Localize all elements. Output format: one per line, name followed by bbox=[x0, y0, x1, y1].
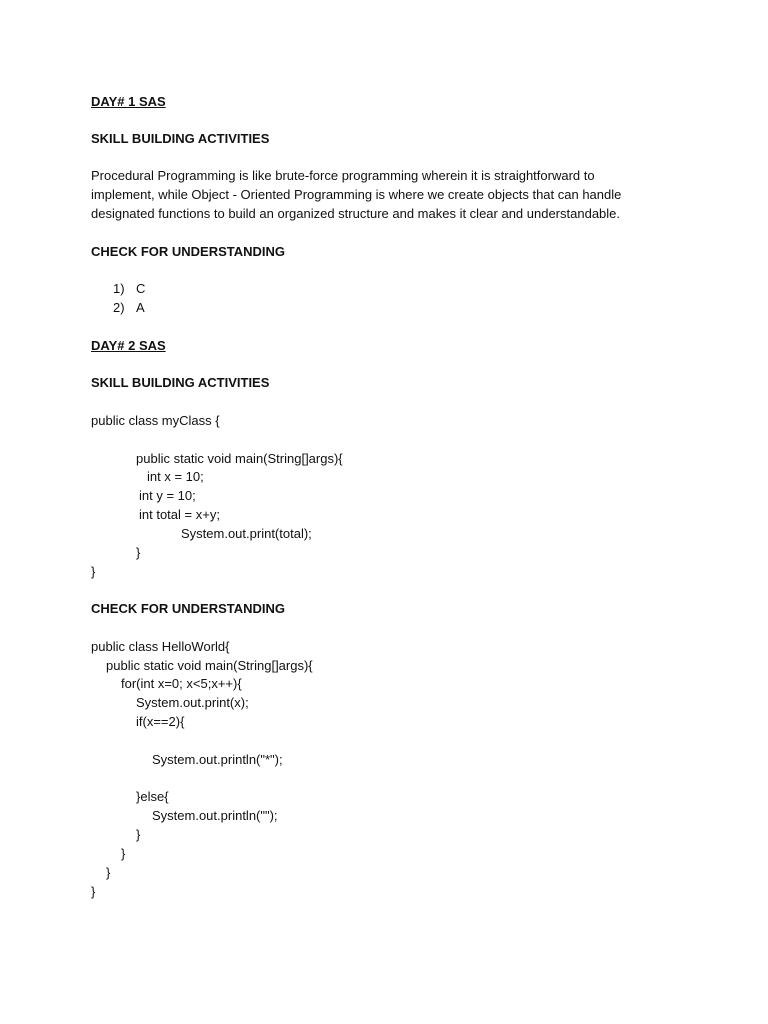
day2-title: DAY# 2 SAS bbox=[91, 338, 166, 353]
day1-paragraph-line: implement, while Object - Oriented Programming is where we create objects that can handle bbox=[91, 187, 622, 202]
code-line: }else{ bbox=[136, 789, 169, 804]
code-line: public class myClass { bbox=[91, 413, 220, 428]
answer-value: C bbox=[136, 281, 146, 296]
code-line: System.out.println(""); bbox=[152, 808, 278, 823]
code-line: if(x==2){ bbox=[136, 714, 185, 729]
code-line: public class HelloWorld{ bbox=[91, 639, 230, 654]
code-line: } bbox=[136, 545, 141, 560]
code-line: System.out.print(x); bbox=[136, 695, 249, 710]
day2-skill-heading: SKILL BUILDING ACTIVITIES bbox=[91, 375, 270, 390]
code-line: } bbox=[91, 884, 96, 899]
code-line: } bbox=[136, 827, 141, 842]
code-line: } bbox=[106, 865, 111, 880]
code-line: System.out.print(total); bbox=[181, 526, 312, 541]
answer-number: 2) bbox=[113, 300, 125, 315]
code-line: } bbox=[91, 564, 96, 579]
code-line: } bbox=[121, 846, 126, 861]
day1-check-heading: CHECK FOR UNDERSTANDING bbox=[91, 244, 286, 259]
day2-check-heading: CHECK FOR UNDERSTANDING bbox=[91, 601, 286, 616]
answer-number: 1) bbox=[113, 281, 125, 296]
code-line: System.out.println("*"); bbox=[152, 752, 283, 767]
code-line: public static void main(String[]args){ bbox=[106, 658, 313, 673]
day1-skill-heading: SKILL BUILDING ACTIVITIES bbox=[91, 131, 270, 146]
code-line: int y = 10; bbox=[139, 488, 196, 503]
code-line: public static void main(String[]args){ bbox=[136, 451, 343, 466]
day1-paragraph-line: designated functions to build an organized structure and makes it clear and understandable. bbox=[91, 206, 621, 221]
code-line: int total = x+y; bbox=[139, 507, 220, 522]
day1-title: DAY# 1 SAS bbox=[91, 94, 166, 109]
answer-value: A bbox=[136, 300, 145, 315]
code-line: for(int x=0; x<5;x++){ bbox=[121, 676, 242, 691]
code-line: int x = 10; bbox=[147, 469, 204, 484]
day1-paragraph-line: Procedural Programming is like brute-force programming wherein it is straightforward to bbox=[91, 168, 595, 183]
